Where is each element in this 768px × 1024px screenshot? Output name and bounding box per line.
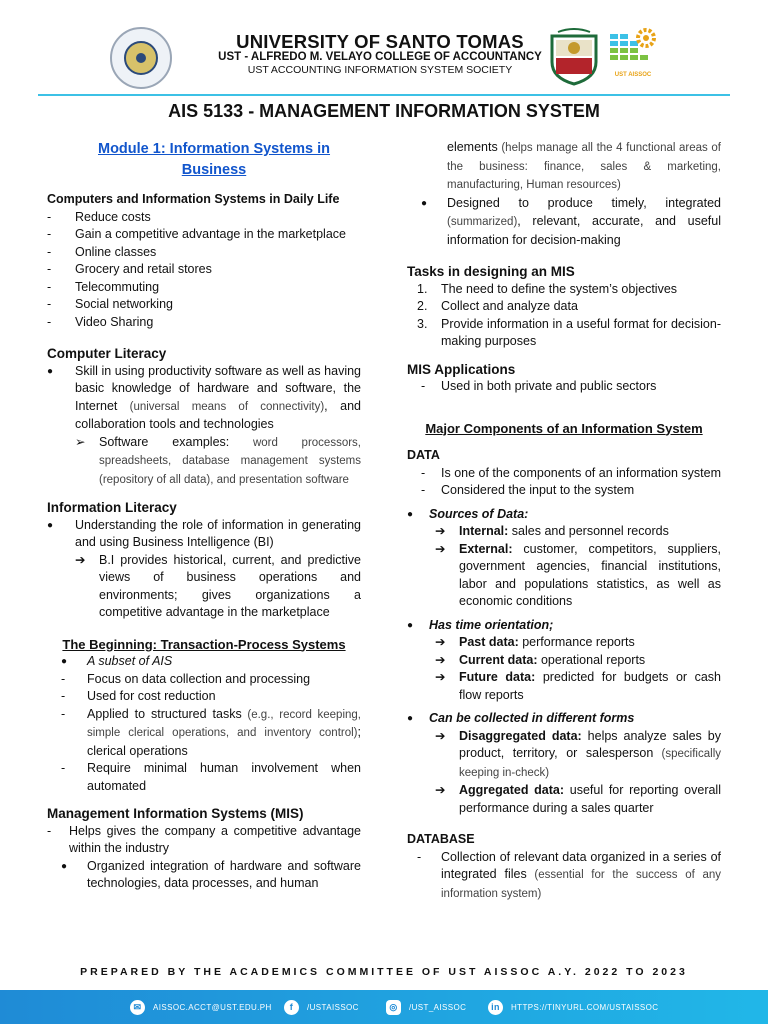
list-item: - Reduce costs [47,209,151,224]
section-heading-mis: Management Information Systems (MIS) [47,806,304,821]
right-column [407,139,721,903]
list-item: ● Organized integration of hardware and software technologies, data processes, and human [61,858,361,890]
left-column [47,139,361,893]
list-item: - Social networking [47,297,173,311]
ust-seal-logo [110,27,172,89]
list-item: - Used for cost reduction [61,689,216,703]
college-name: UST - ALFREDO M. VELAYO COLLEGE OF ACCOUNTANCY [218,51,542,63]
list-item: - Focus on data collection and processing [61,671,311,686]
list-item: ➔ Disaggregated data: helps analyze sales by product, territory, or salesperson (specifically keeping in-check) [435,728,721,779]
list-item: - Is one of the components of an information system [421,465,722,480]
list-item: - Collection of relevant data organized in a series of integrated files (essential for the success of any information system) [417,849,721,900]
list-item: - Telecommuting [47,279,160,294]
facebook-icon: f [284,1000,299,1015]
contact-email[interactable]: ✉ AISSOC.ACCT@UST.EDU.PH [130,1000,272,1015]
section-heading-tasks: Tasks in designing an MIS [407,264,575,279]
contact-instagram[interactable]: ◎ /UST_AISSOC [386,1000,466,1015]
list-item: - Video Sharing [47,314,154,329]
list-item: ● Skill in using productivity software as well as having basic knowledge of hardware and software, the Internet (universal means of connectivity), and collaboration tools and technologies [47,363,361,431]
list-item: ● A subset of AIS [61,654,173,668]
list-item: ➔ Aggregated data: useful for reporting overall performance during a sales quarter [435,783,721,815]
prepared-by: PREPARED BY THE ACADEMICS COMMITTEE OF UST AISSOC A.Y. 2022 TO 2023 [80,966,688,978]
list-item: ● Designed to produce timely, integrated (summarized), relevant, accurate, and useful information for decision-making [421,195,721,247]
header [0,0,768,96]
contact-facebook[interactable]: f /USTAISSOC [284,1000,359,1015]
society-name: UST ACCOUNTING INFORMATION SYSTEM SOCIETY [247,64,513,76]
list-item: ➔ Past data: performance reports [435,635,635,649]
instagram-icon: ◎ [386,1000,401,1015]
list-item: ➔ Current data: operational reports [435,652,646,667]
list-item: - Grocery and retail stores [47,262,212,276]
section-heading-computer-literacy: Computer Literacy [47,346,167,361]
contact-link[interactable]: in HTTPS://TINYURL.COM/USTAISSOC [488,1000,658,1015]
aissoc-logo [608,26,658,86]
list-item: 3. Provide information in a useful format for decision-making purposes [417,316,721,348]
section-heading-data: DATA [407,448,440,462]
list-item: ➔ B.I provides historical, current, and predictive views of business operations and environments; gives organizations a competitive advantage in the marketplace [75,552,361,619]
list-item: - Online classes [47,244,157,259]
section-heading-information-literacy: Information Literacy [47,500,177,515]
list-item: - Considered the input to the system [421,483,635,497]
module-title: Module 1: Information Systems in Business [97,141,331,178]
list-item-continued: elements (helps manage all the 4 functional areas of the business: finance, sales & marketing, manufacturing, Human resources) [447,140,721,191]
list-item: ● Understanding the role of information in generating and using Business Intelligence (BI) [47,517,361,549]
list-item: - Applied to structured tasks (e.g., record keeping, simple clerical operations, and inventory control); clerical operations [61,706,361,758]
list-item: - Require minimal human involvement when automated [61,761,361,793]
list-item: ➔ External: customer, competitors, suppliers, government agencies, financial institutions, labor and populations statistics, as well as economic conditions [435,541,721,608]
list-item: 2. Collect and analyze data [417,299,578,313]
list-item: ➔ Future data: predicted for budgets or cash flow reports [435,670,721,702]
section-heading-major-components: Major Components of an Information System [425,420,703,436]
university-name: UNIVERSITY OF SANTO TOMAS [236,31,524,52]
header-divider [38,94,730,96]
list-item: ➔ Internal: sales and personnel records [435,524,669,538]
section-heading-database: DATABASE [407,832,475,846]
page-title: AIS 5133 - MANAGEMENT INFORMATION SYSTEM [168,101,600,121]
list-item: - Helps gives the company a competitive advantage within the industry [47,823,361,855]
section-heading-daily-life: Computers and Information Systems in Daily Life [47,192,340,206]
list-item: ● Has time orientation; [407,617,554,632]
list-item: ● Sources of Data: [407,506,529,521]
section-heading-mis-applications: MIS Applications [407,361,516,377]
section-heading-tps: The Beginning: Transaction-Process Systems [62,636,346,652]
college-shield-logo [548,28,600,86]
aissoc-logo-text: UST AISSOC [614,72,652,78]
daily-life-list [47,209,361,332]
email-icon: ✉ [130,1000,145,1015]
list-item: - Used in both private and public sectors [421,379,657,393]
list-item: 1. The need to define the system’s objectives [417,281,678,296]
list-item: ● Can be collected in different forms [407,711,635,725]
list-item: ➢ Software examples: word processors, spreadsheets, database management systems (repository of all data), and presentation software [75,434,361,486]
list-item: - Gain a competitive advantage in the marketplace [47,227,346,241]
linkedin-icon: in [488,1000,503,1015]
